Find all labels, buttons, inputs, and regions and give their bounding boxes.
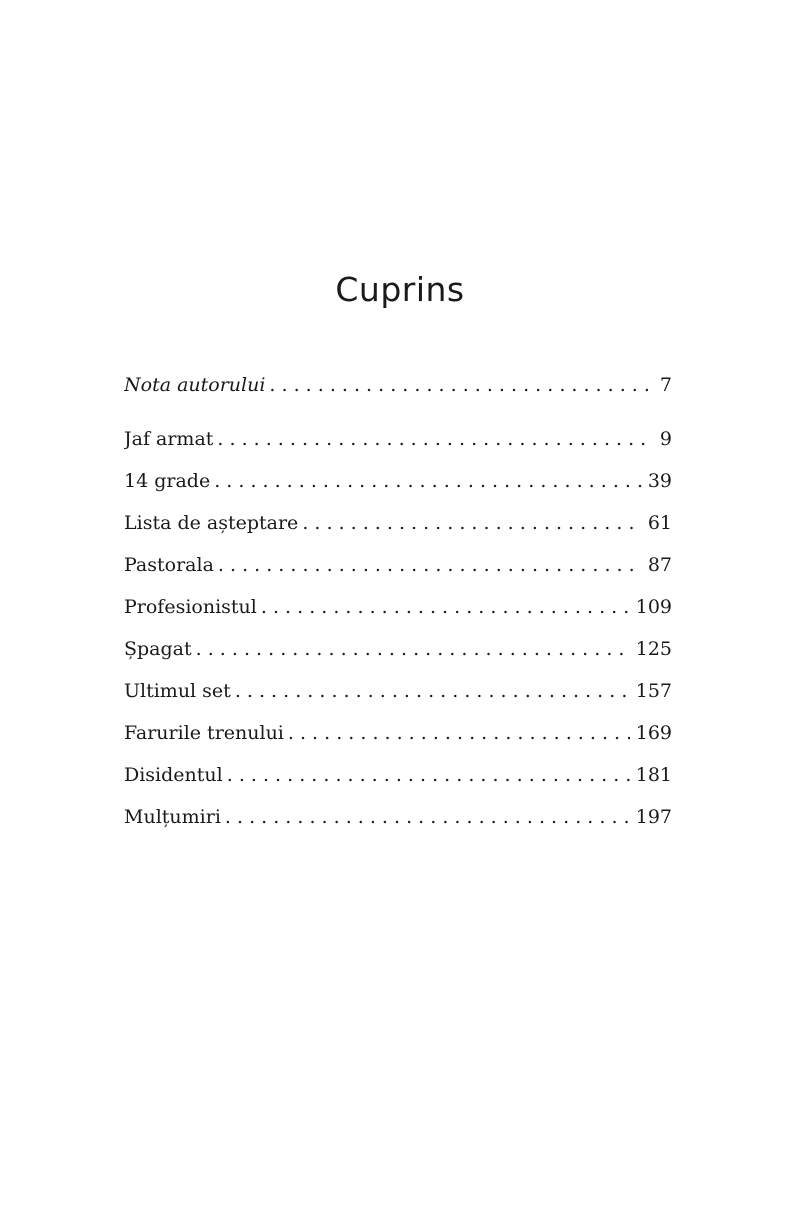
toc-entry-label: Jaf armat: [124, 428, 214, 450]
toc-entry-page: 169: [635, 722, 672, 744]
toc-entry-page: 9: [659, 428, 672, 450]
toc-entry[interactable]: [124, 634, 672, 664]
toc-entry-label: Ultimul set: [124, 680, 231, 702]
toc-entry[interactable]: [124, 550, 672, 580]
toc-entry[interactable]: [124, 760, 672, 790]
leader-dots: [261, 592, 630, 622]
toc-entry[interactable]: [124, 508, 672, 538]
toc-entry-label: Profesionistul: [124, 596, 257, 618]
toc-entry-label: 14 grade: [124, 470, 211, 492]
leader-dots: [218, 550, 642, 580]
toc-entry[interactable]: [124, 676, 672, 706]
toc-entry-page: 87: [647, 554, 672, 576]
toc-entry-label: Disidentul: [124, 764, 223, 786]
toc-entry[interactable]: [124, 592, 672, 622]
page-title: Cuprins: [335, 270, 465, 309]
toc-entry[interactable]: [124, 424, 672, 454]
toc-entry-page: 39: [647, 470, 672, 492]
toc-entry[interactable]: [124, 718, 672, 748]
toc-entry[interactable]: [124, 466, 672, 496]
leader-dots: [214, 466, 642, 496]
toc-entry-author-note[interactable]: [124, 370, 672, 400]
toc-entry-label: Farurile trenului: [124, 722, 284, 744]
toc-entry-page: 181: [635, 764, 672, 786]
toc-entry-page: 197: [635, 806, 672, 828]
leader-dots: [235, 676, 630, 706]
toc-entry-label: Mulțumiri: [124, 806, 221, 828]
toc-entry-page: 157: [635, 680, 672, 702]
toc-entry-page: 109: [635, 596, 672, 618]
toc-entry-label: Lista de așteptare: [124, 512, 299, 534]
leader-dots: [225, 802, 630, 832]
toc-entry-label: Nota autorului: [124, 374, 266, 396]
toc-entry-page: 61: [647, 512, 672, 534]
toc-entry[interactable]: [124, 802, 672, 832]
toc-entry-label: Șpagat: [124, 638, 192, 660]
leader-dots: [288, 718, 630, 748]
leader-dots: [196, 634, 630, 664]
leader-dots: [302, 508, 642, 538]
toc-entry-label: Pastorala: [124, 554, 214, 576]
toc-entry-page: 125: [635, 638, 672, 660]
leader-dots: [269, 370, 653, 400]
leader-dots: [217, 424, 654, 454]
leader-dots: [227, 760, 630, 790]
toc-entry-page: 7: [659, 374, 672, 396]
